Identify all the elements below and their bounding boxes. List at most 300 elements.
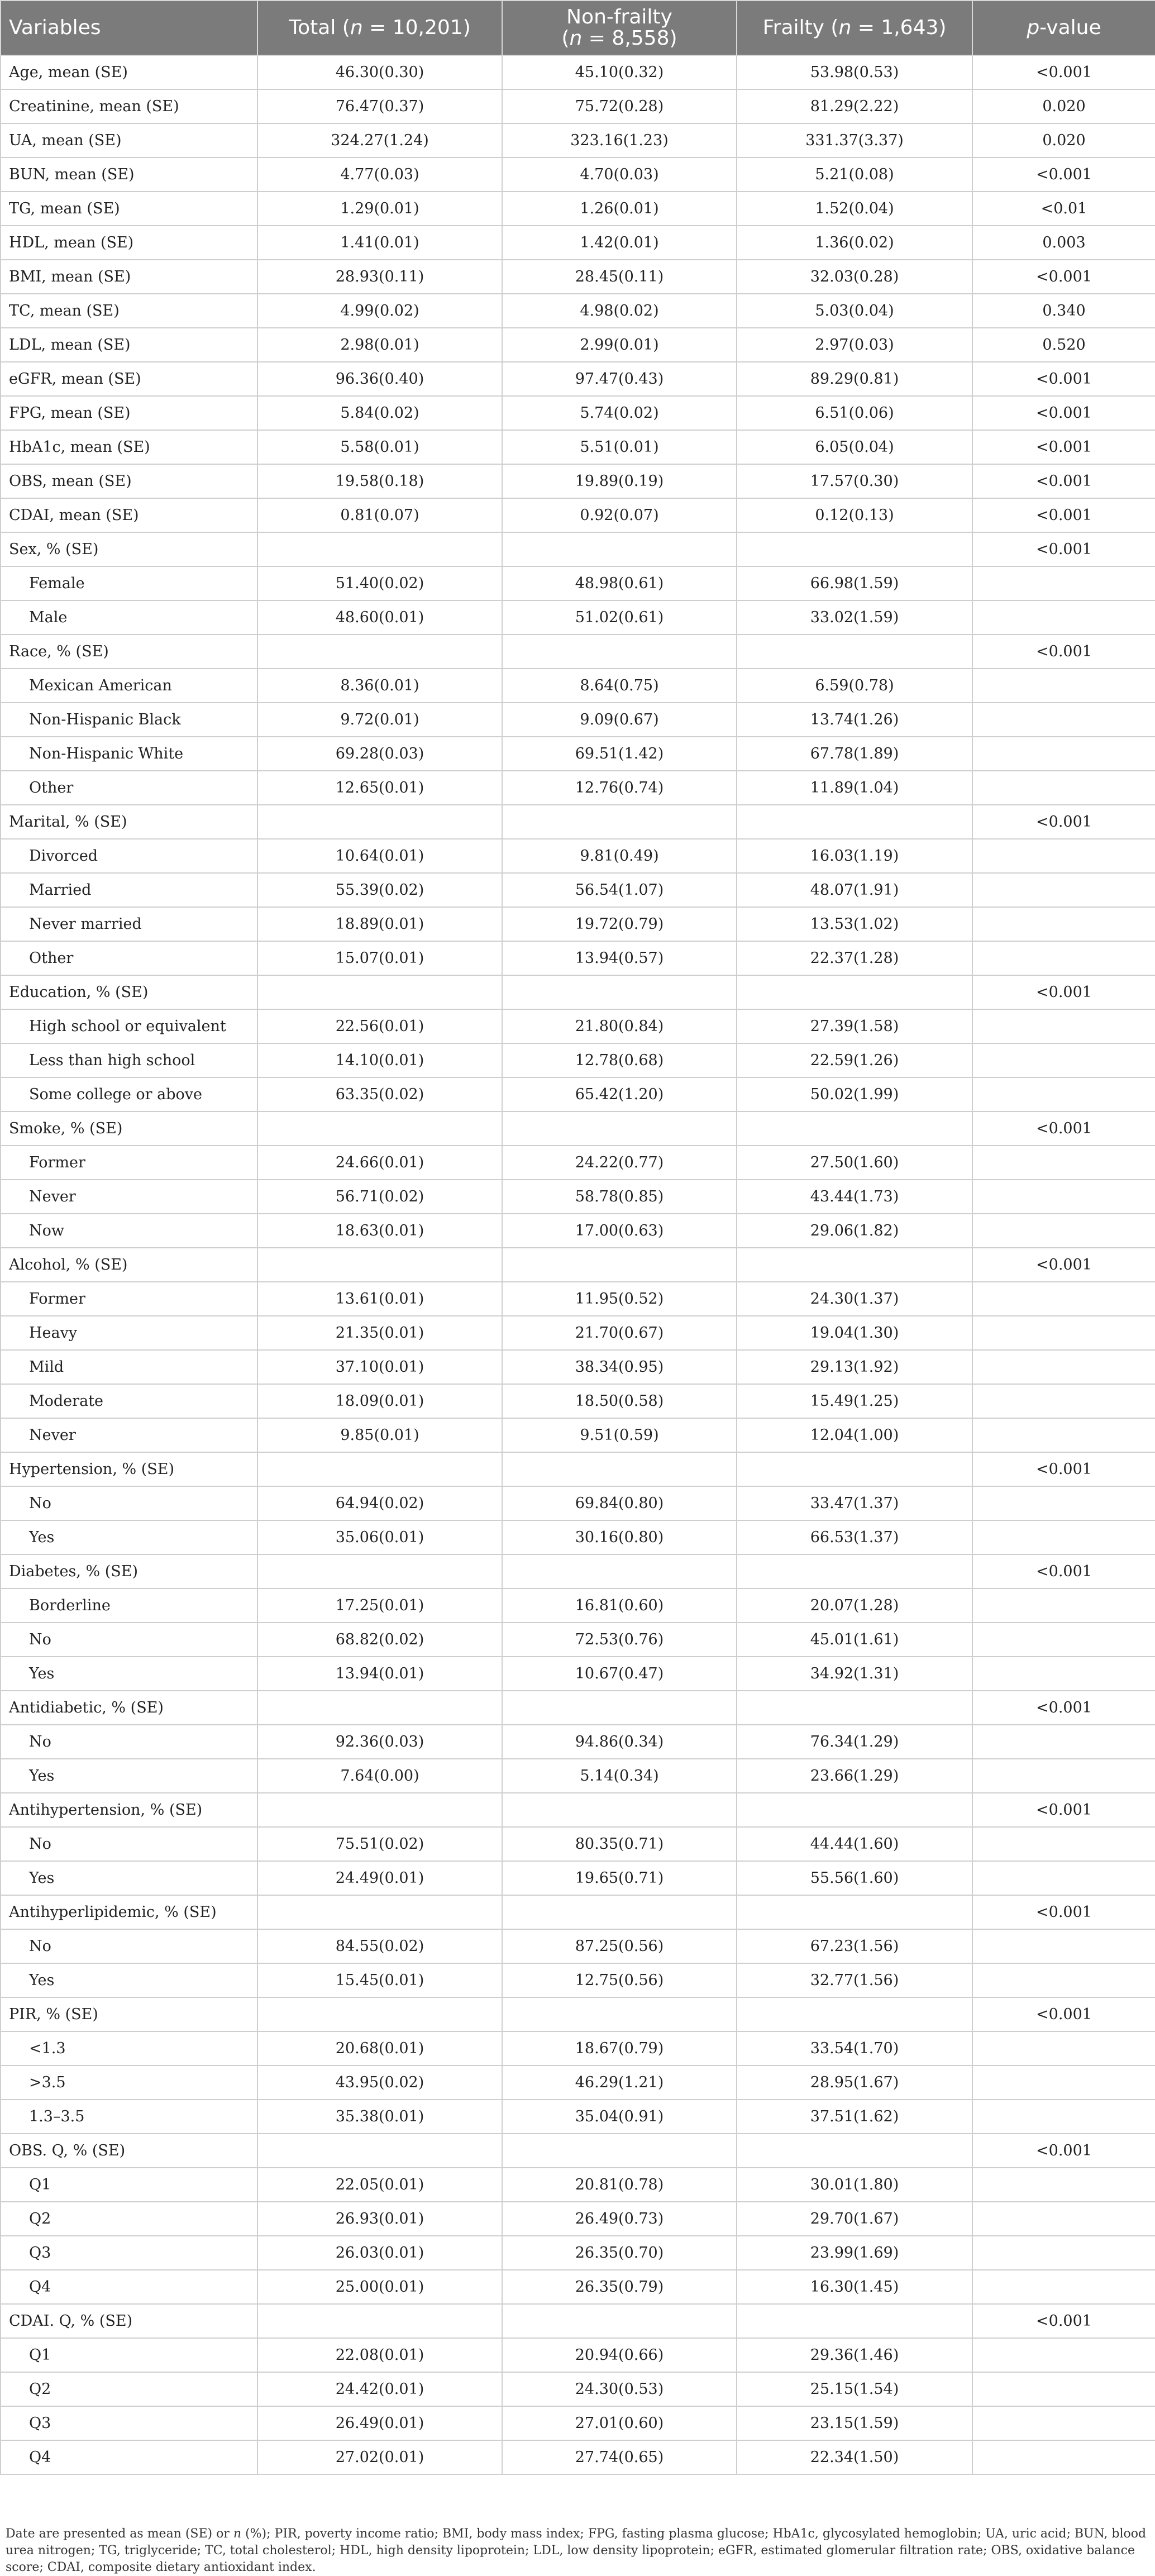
cell-total: 35.38(0.01)	[257, 2100, 502, 2134]
cell-total: 46.30(0.30)	[257, 55, 502, 89]
cell-p-value	[972, 2202, 1155, 2236]
cell-total: 15.07(0.01)	[257, 941, 502, 975]
cell-frailty: 66.53(1.37)	[737, 1520, 972, 1554]
cell-nonfrailty: 97.47(0.43)	[502, 362, 737, 396]
cell-p-value: <0.001	[972, 532, 1155, 566]
table-row	[1, 464, 1155, 498]
cell-total: 12.65(0.01)	[257, 771, 502, 805]
cell-frailty: 16.30(1.45)	[737, 2270, 972, 2304]
cell-frailty	[737, 1248, 972, 1282]
table-subrow	[1, 941, 1155, 975]
cell-frailty: 53.98(0.53)	[737, 55, 972, 89]
cell-p-value	[972, 771, 1155, 805]
cell-frailty: 11.89(1.04)	[737, 771, 972, 805]
cell-variable: Age, mean (SE)	[1, 55, 257, 89]
cell-frailty: 32.77(1.56)	[737, 1963, 972, 1997]
table-subrow	[1, 737, 1155, 771]
cell-nonfrailty: 18.50(0.58)	[502, 1384, 737, 1418]
cell-frailty: 29.06(1.82)	[737, 1214, 972, 1248]
cell-nonfrailty: 21.70(0.67)	[502, 1316, 737, 1350]
cell-frailty: 6.59(0.78)	[737, 669, 972, 703]
cell-nonfrailty: 94.86(0.34)	[502, 1725, 737, 1759]
cell-p-value	[972, 941, 1155, 975]
cell-nonfrailty: 4.70(0.03)	[502, 158, 737, 192]
cell-total: 27.02(0.01)	[257, 2440, 502, 2474]
cell-total: 18.09(0.01)	[257, 1384, 502, 1418]
cell-p-value	[972, 2372, 1155, 2406]
cell-variable: >3.5	[1, 2065, 257, 2100]
cell-frailty: 44.44(1.60)	[737, 1827, 972, 1861]
table-row	[1, 158, 1155, 192]
cell-frailty: 43.44(1.73)	[737, 1180, 972, 1214]
cell-frailty: 37.51(1.62)	[737, 2100, 972, 2134]
cell-total: 20.68(0.01)	[257, 2031, 502, 2065]
cell-p-value	[972, 1486, 1155, 1520]
cell-total: 43.95(0.02)	[257, 2065, 502, 2100]
cell-variable: Q3	[1, 2406, 257, 2440]
cell-frailty: 27.39(1.58)	[737, 1009, 972, 1043]
table-subrow	[1, 1725, 1155, 1759]
cell-p-value: <0.001	[972, 975, 1155, 1009]
table-row	[1, 430, 1155, 464]
cell-total: 48.60(0.01)	[257, 600, 502, 635]
cell-total: 13.61(0.01)	[257, 1282, 502, 1316]
cell-total: 69.28(0.03)	[257, 737, 502, 771]
cell-nonfrailty: 18.67(0.79)	[502, 2031, 737, 2065]
cell-total: 26.03(0.01)	[257, 2236, 502, 2270]
cell-frailty: 45.01(1.61)	[737, 1623, 972, 1657]
cell-variable: Q4	[1, 2270, 257, 2304]
cell-nonfrailty: 58.78(0.85)	[502, 1180, 737, 1214]
cell-p-value	[972, 2168, 1155, 2202]
cell-p-value: <0.001	[972, 158, 1155, 192]
cell-total	[257, 2134, 502, 2168]
cell-total: 1.41(0.01)	[257, 226, 502, 260]
cell-frailty: 12.04(1.00)	[737, 1418, 972, 1452]
cell-frailty: 13.74(1.26)	[737, 703, 972, 737]
cell-total: 18.63(0.01)	[257, 1214, 502, 1248]
table-subrow	[1, 1929, 1155, 1963]
cell-variable: CDAI. Q, % (SE)	[1, 2304, 257, 2338]
cell-total: 14.10(0.01)	[257, 1043, 502, 1077]
cell-variable: Antidiabetic, % (SE)	[1, 1691, 257, 1725]
cell-nonfrailty: 5.14(0.34)	[502, 1759, 737, 1793]
cell-p-value	[972, 1316, 1155, 1350]
cell-p-value	[972, 1350, 1155, 1384]
cell-frailty: 1.36(0.02)	[737, 226, 972, 260]
cell-nonfrailty: 35.04(0.91)	[502, 2100, 737, 2134]
cell-nonfrailty	[502, 1895, 737, 1929]
cell-p-value	[972, 1520, 1155, 1554]
cell-variable: Female	[1, 566, 257, 600]
cell-total: 84.55(0.02)	[257, 1929, 502, 1963]
cell-total	[257, 1997, 502, 2031]
cell-nonfrailty: 1.42(0.01)	[502, 226, 737, 260]
cell-frailty: 25.15(1.54)	[737, 2372, 972, 2406]
cell-p-value: 0.020	[972, 123, 1155, 158]
cell-p-value: <0.001	[972, 362, 1155, 396]
cell-total: 76.47(0.37)	[257, 89, 502, 123]
cell-variable: Q1	[1, 2338, 257, 2372]
cell-variable: Less than high school	[1, 1043, 257, 1077]
table-subrow	[1, 600, 1155, 635]
cell-frailty: 23.15(1.59)	[737, 2406, 972, 2440]
cell-total	[257, 1248, 502, 1282]
cell-frailty: 19.04(1.30)	[737, 1316, 972, 1350]
table-subrow	[1, 2031, 1155, 2065]
cell-p-value	[972, 1657, 1155, 1691]
cell-nonfrailty	[502, 1112, 737, 1146]
table-subrow	[1, 2338, 1155, 2372]
cell-nonfrailty: 9.51(0.59)	[502, 1418, 737, 1452]
cell-frailty	[737, 975, 972, 1009]
cell-variable: OBS. Q, % (SE)	[1, 2134, 257, 2168]
cell-variable: eGFR, mean (SE)	[1, 362, 257, 396]
cell-frailty: 5.21(0.08)	[737, 158, 972, 192]
table-subrow	[1, 1418, 1155, 1452]
cell-p-value: <0.001	[972, 498, 1155, 532]
table-subrow	[1, 1588, 1155, 1623]
cell-p-value: <0.001	[972, 430, 1155, 464]
cell-frailty: 55.56(1.60)	[737, 1861, 972, 1895]
cell-total: 324.27(1.24)	[257, 123, 502, 158]
cell-variable: Marital, % (SE)	[1, 805, 257, 839]
table-row	[1, 1691, 1155, 1725]
cell-nonfrailty: 9.09(0.67)	[502, 703, 737, 737]
cell-total	[257, 1112, 502, 1146]
cell-total: 2.98(0.01)	[257, 328, 502, 362]
table-subrow	[1, 1486, 1155, 1520]
cell-frailty: 28.95(1.67)	[737, 2065, 972, 2100]
cell-p-value: <0.001	[972, 2134, 1155, 2168]
cell-variable: Smoke, % (SE)	[1, 1112, 257, 1146]
table-subrow	[1, 2270, 1155, 2304]
table-subrow	[1, 839, 1155, 873]
cell-total: 15.45(0.01)	[257, 1963, 502, 1997]
cell-p-value	[972, 1929, 1155, 1963]
cell-nonfrailty	[502, 2134, 737, 2168]
cell-p-value: <0.001	[972, 260, 1155, 294]
table-subrow	[1, 2100, 1155, 2134]
cell-variable: Q2	[1, 2202, 257, 2236]
cell-p-value: <0.001	[972, 396, 1155, 430]
cell-total: 24.42(0.01)	[257, 2372, 502, 2406]
cell-variable: Never	[1, 1418, 257, 1452]
cell-frailty	[737, 1112, 972, 1146]
cell-nonfrailty: 45.10(0.32)	[502, 55, 737, 89]
table-row	[1, 1554, 1155, 1588]
cell-variable: Creatinine, mean (SE)	[1, 89, 257, 123]
cell-p-value	[972, 1146, 1155, 1180]
cell-p-value	[972, 1077, 1155, 1112]
table-row	[1, 123, 1155, 158]
cell-frailty: 33.02(1.59)	[737, 600, 972, 635]
cell-p-value	[972, 1214, 1155, 1248]
table-subrow	[1, 1214, 1155, 1248]
cell-p-value	[972, 2065, 1155, 2100]
cell-variable: Q4	[1, 2440, 257, 2474]
cell-variable: UA, mean (SE)	[1, 123, 257, 158]
cell-total: 55.39(0.02)	[257, 873, 502, 907]
cell-total: 0.81(0.07)	[257, 498, 502, 532]
table-header-row	[1, 1, 1155, 55]
cell-total: 4.77(0.03)	[257, 158, 502, 192]
cell-frailty	[737, 2304, 972, 2338]
cell-total: 1.29(0.01)	[257, 192, 502, 226]
cell-total: 22.56(0.01)	[257, 1009, 502, 1043]
cell-nonfrailty: 28.45(0.11)	[502, 260, 737, 294]
cell-p-value	[972, 1384, 1155, 1418]
cell-total	[257, 975, 502, 1009]
cell-variable: Moderate	[1, 1384, 257, 1418]
cell-nonfrailty: 12.78(0.68)	[502, 1043, 737, 1077]
cell-total: 26.93(0.01)	[257, 2202, 502, 2236]
cell-p-value: <0.001	[972, 1112, 1155, 1146]
cell-total: 92.36(0.03)	[257, 1725, 502, 1759]
cell-p-value	[972, 839, 1155, 873]
table-subrow	[1, 1827, 1155, 1861]
cell-variable: Other	[1, 941, 257, 975]
cell-total: 28.93(0.11)	[257, 260, 502, 294]
cell-frailty: 22.37(1.28)	[737, 941, 972, 975]
cell-p-value	[972, 1861, 1155, 1895]
cell-variable: FPG, mean (SE)	[1, 396, 257, 430]
cell-variable: HDL, mean (SE)	[1, 226, 257, 260]
table-row	[1, 192, 1155, 226]
table-body	[1, 55, 1155, 2474]
cell-frailty	[737, 1895, 972, 1929]
cell-total: 18.89(0.01)	[257, 907, 502, 941]
cell-nonfrailty: 87.25(0.56)	[502, 1929, 737, 1963]
cell-total: 21.35(0.01)	[257, 1316, 502, 1350]
cell-total: 24.66(0.01)	[257, 1146, 502, 1180]
cell-variable: Never married	[1, 907, 257, 941]
cell-variable: Q3	[1, 2236, 257, 2270]
cell-nonfrailty	[502, 805, 737, 839]
cell-nonfrailty: 72.53(0.76)	[502, 1623, 737, 1657]
cell-nonfrailty: 48.98(0.61)	[502, 566, 737, 600]
cell-total: 10.64(0.01)	[257, 839, 502, 873]
cell-frailty: 0.12(0.13)	[737, 498, 972, 532]
cell-total: 19.58(0.18)	[257, 464, 502, 498]
cell-variable: Yes	[1, 1657, 257, 1691]
table-subrow	[1, 703, 1155, 737]
cell-total: 64.94(0.02)	[257, 1486, 502, 1520]
table-subrow	[1, 2406, 1155, 2440]
cell-nonfrailty: 19.89(0.19)	[502, 464, 737, 498]
cell-variable: No	[1, 1827, 257, 1861]
cell-nonfrailty: 38.34(0.95)	[502, 1350, 737, 1384]
cell-nonfrailty: 20.94(0.66)	[502, 2338, 737, 2372]
cell-frailty: 34.92(1.31)	[737, 1657, 972, 1691]
cell-nonfrailty: 20.81(0.78)	[502, 2168, 737, 2202]
cell-nonfrailty: 17.00(0.63)	[502, 1214, 737, 1248]
cell-variable: Alcohol, % (SE)	[1, 1248, 257, 1282]
cell-variable: Married	[1, 873, 257, 907]
cell-variable: <1.3	[1, 2031, 257, 2065]
cell-frailty: 29.70(1.67)	[737, 2202, 972, 2236]
cell-variable: PIR, % (SE)	[1, 1997, 257, 2031]
cell-variable: HbA1c, mean (SE)	[1, 430, 257, 464]
cell-p-value	[972, 1043, 1155, 1077]
table-subrow	[1, 1657, 1155, 1691]
cell-total: 22.08(0.01)	[257, 2338, 502, 2372]
cell-p-value	[972, 1009, 1155, 1043]
table-footnote: Date are presented as mean (SE) or n (%); PIR, poverty income ratio; BMI, body mass index; FPG, fasting plasma glucose; HbA1c, glycosylated hemoglobin; UA, uric acid; BUN, blood urea nitrogen; TG, triglyceride; TC, total cholesterol; HDL, high density lipoprotein; LDL, low density lipoprotein; eGFR, estimated glomerular filtration rate; OBS, oxidative balance score; CDAI, composite dietary antioxidant index.	[6, 2527, 1147, 2574]
cell-total: 9.72(0.01)	[257, 703, 502, 737]
cell-total: 68.82(0.02)	[257, 1623, 502, 1657]
cell-nonfrailty: 46.29(1.21)	[502, 2065, 737, 2100]
cell-variable: Antihyperlipidemic, % (SE)	[1, 1895, 257, 1929]
cell-frailty	[737, 2134, 972, 2168]
cell-nonfrailty: 5.74(0.02)	[502, 396, 737, 430]
cell-frailty: 33.47(1.37)	[737, 1486, 972, 1520]
cell-total: 5.58(0.01)	[257, 430, 502, 464]
cell-total	[257, 1895, 502, 1929]
cell-nonfrailty: 69.84(0.80)	[502, 1486, 737, 1520]
cell-p-value	[972, 1282, 1155, 1316]
cell-p-value	[972, 669, 1155, 703]
cell-nonfrailty: 16.81(0.60)	[502, 1588, 737, 1623]
table-row	[1, 2304, 1155, 2338]
cell-variable: Heavy	[1, 1316, 257, 1350]
cell-nonfrailty: 0.92(0.07)	[502, 498, 737, 532]
cell-nonfrailty	[502, 2304, 737, 2338]
cell-nonfrailty: 323.16(1.23)	[502, 123, 737, 158]
cell-frailty: 33.54(1.70)	[737, 2031, 972, 2065]
cell-p-value: 0.520	[972, 328, 1155, 362]
table-subrow	[1, 1759, 1155, 1793]
cell-variable: 1.3–3.5	[1, 2100, 257, 2134]
cell-frailty: 67.23(1.56)	[737, 1929, 972, 1963]
table-row	[1, 2134, 1155, 2168]
cell-p-value	[972, 600, 1155, 635]
cell-variable: No	[1, 1725, 257, 1759]
cell-p-value: 0.003	[972, 226, 1155, 260]
cell-frailty: 24.30(1.37)	[737, 1282, 972, 1316]
cell-variable: OBS, mean (SE)	[1, 464, 257, 498]
cell-p-value	[972, 2100, 1155, 2134]
cell-variable: Former	[1, 1146, 257, 1180]
cell-frailty: 67.78(1.89)	[737, 737, 972, 771]
cell-total	[257, 1452, 502, 1486]
cell-frailty	[737, 805, 972, 839]
cell-variable: BUN, mean (SE)	[1, 158, 257, 192]
table-row	[1, 1793, 1155, 1827]
cell-p-value: <0.001	[972, 1248, 1155, 1282]
table-row	[1, 1997, 1155, 2031]
cell-variable: Former	[1, 1282, 257, 1316]
cell-nonfrailty	[502, 975, 737, 1009]
cell-p-value: <0.001	[972, 2304, 1155, 2338]
cell-p-value: <0.001	[972, 1452, 1155, 1486]
cell-p-value: <0.001	[972, 464, 1155, 498]
cell-nonfrailty: 19.72(0.79)	[502, 907, 737, 941]
cell-variable: High school or equivalent	[1, 1009, 257, 1043]
table-row	[1, 1112, 1155, 1146]
cell-total: 13.94(0.01)	[257, 1657, 502, 1691]
cell-total	[257, 1691, 502, 1725]
cell-nonfrailty: 9.81(0.49)	[502, 839, 737, 873]
cell-variable: Yes	[1, 1759, 257, 1793]
header-variables: Variables	[1, 1, 257, 55]
cell-p-value	[972, 737, 1155, 771]
cell-nonfrailty: 26.35(0.70)	[502, 2236, 737, 2270]
table-row	[1, 532, 1155, 566]
cell-p-value	[972, 1759, 1155, 1793]
cell-variable: CDAI, mean (SE)	[1, 498, 257, 532]
table-subrow	[1, 1043, 1155, 1077]
table-subrow	[1, 2440, 1155, 2474]
cell-nonfrailty: 4.98(0.02)	[502, 294, 737, 328]
cell-frailty	[737, 635, 972, 669]
cell-frailty	[737, 1452, 972, 1486]
table-row	[1, 1895, 1155, 1929]
cell-frailty: 6.05(0.04)	[737, 430, 972, 464]
cell-variable: Divorced	[1, 839, 257, 873]
cell-frailty: 50.02(1.99)	[737, 1077, 972, 1112]
cell-nonfrailty: 69.51(1.42)	[502, 737, 737, 771]
cell-nonfrailty	[502, 635, 737, 669]
table-subrow	[1, 2202, 1155, 2236]
cell-frailty: 5.03(0.04)	[737, 294, 972, 328]
cell-variable: Hypertension, % (SE)	[1, 1452, 257, 1486]
cell-frailty: 17.57(0.30)	[737, 464, 972, 498]
table-subrow	[1, 2372, 1155, 2406]
cell-frailty	[737, 1793, 972, 1827]
cell-total: 63.35(0.02)	[257, 1077, 502, 1112]
table-subrow	[1, 1282, 1155, 1316]
cell-p-value	[972, 1180, 1155, 1214]
cell-frailty: 1.52(0.04)	[737, 192, 972, 226]
cell-p-value	[972, 2338, 1155, 2372]
cell-p-value: <0.001	[972, 805, 1155, 839]
table-subrow	[1, 907, 1155, 941]
table-row	[1, 498, 1155, 532]
cell-nonfrailty	[502, 1997, 737, 2031]
cell-total	[257, 805, 502, 839]
cell-nonfrailty: 21.80(0.84)	[502, 1009, 737, 1043]
cell-frailty: 32.03(0.28)	[737, 260, 972, 294]
cell-p-value	[972, 2031, 1155, 2065]
table-row	[1, 55, 1155, 89]
cell-p-value	[972, 566, 1155, 600]
cell-nonfrailty: 56.54(1.07)	[502, 873, 737, 907]
cell-p-value	[972, 2440, 1155, 2474]
cell-p-value: <0.001	[972, 1997, 1155, 2031]
cell-variable: LDL, mean (SE)	[1, 328, 257, 362]
cell-total	[257, 2304, 502, 2338]
cell-p-value	[972, 2406, 1155, 2440]
cell-variable: TC, mean (SE)	[1, 294, 257, 328]
cell-variable: BMI, mean (SE)	[1, 260, 257, 294]
cell-nonfrailty: 51.02(0.61)	[502, 600, 737, 635]
cell-nonfrailty	[502, 1452, 737, 1486]
table-row	[1, 362, 1155, 396]
cell-frailty: 29.36(1.46)	[737, 2338, 972, 2372]
table-subrow	[1, 2065, 1155, 2100]
table-subrow	[1, 1180, 1155, 1214]
table-subrow	[1, 1146, 1155, 1180]
table-subrow	[1, 2168, 1155, 2202]
cell-total: 4.99(0.02)	[257, 294, 502, 328]
cell-total: 56.71(0.02)	[257, 1180, 502, 1214]
cell-frailty: 15.49(1.25)	[737, 1384, 972, 1418]
cell-nonfrailty	[502, 1691, 737, 1725]
header-p-value: p-value	[972, 1, 1155, 55]
cell-total: 37.10(0.01)	[257, 1350, 502, 1384]
cell-total	[257, 635, 502, 669]
